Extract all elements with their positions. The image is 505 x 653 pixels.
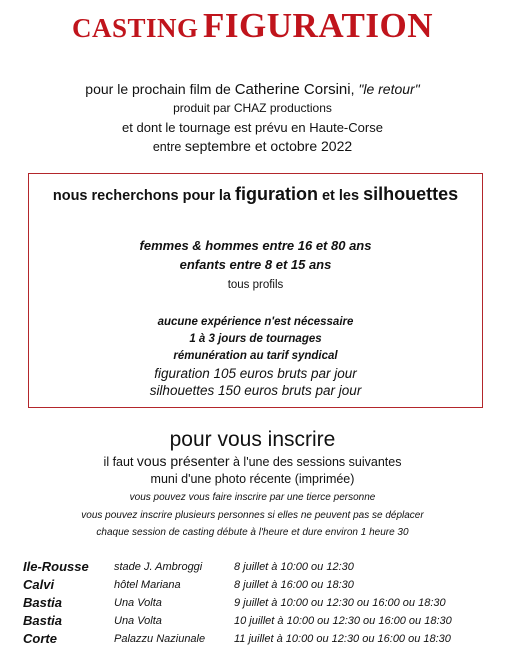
register-text: à l'une des sessions suivantes bbox=[229, 455, 402, 469]
session-row bbox=[23, 559, 493, 577]
intro-line-dates bbox=[0, 137, 505, 157]
intro-line-film bbox=[0, 80, 505, 99]
requirements-box bbox=[28, 173, 483, 408]
profile-adults: femmes & hommes entre 16 et 80 ans bbox=[139, 238, 372, 253]
session-place: Una Volta bbox=[114, 597, 162, 609]
session-city: Bastia bbox=[23, 613, 63, 628]
session-date: 8 juillet à 16:00 ou 18:30 bbox=[234, 579, 354, 591]
session-place: Una Volta bbox=[114, 615, 162, 627]
director-name: Catherine Corsini bbox=[234, 81, 351, 98]
condition-days: 1 à 3 jours de tournages bbox=[189, 333, 322, 345]
register-line-photo: muni d'une photo récente (imprimée) bbox=[150, 472, 355, 486]
intro-text: pour le bbox=[85, 81, 132, 97]
session-schedule bbox=[23, 559, 493, 649]
session-date: 8 juillet à 10:00 ou 12:30 bbox=[234, 561, 354, 573]
intro-text: prochain film de bbox=[132, 81, 235, 97]
intro-line-location: et dont le tournage est prévu en Haute-Corse bbox=[122, 120, 383, 135]
pay-silhouettes: silhouettes 150 euros bruts par jour bbox=[149, 383, 362, 398]
box-heading-text: et les bbox=[317, 188, 364, 204]
intro-line-producer: produit par CHAZ productions bbox=[173, 101, 332, 115]
title-figuration: FIGURATION bbox=[203, 6, 433, 45]
session-row bbox=[23, 631, 493, 649]
session-row bbox=[23, 613, 493, 631]
register-line-third-party: vous pouvez vous faire inscrire par une tierce personne bbox=[129, 492, 376, 503]
box-heading-silhouettes: silhouettes bbox=[363, 184, 459, 204]
box-heading-text: nous recherchons pour la bbox=[52, 188, 235, 204]
condition-experience: aucune expérience n'est nécessaire bbox=[157, 316, 354, 328]
title-casting: CASTING bbox=[72, 13, 199, 43]
profile-all: tous profils bbox=[227, 279, 284, 291]
box-heading-figuration: figuration bbox=[234, 184, 318, 204]
session-place: stade J. Ambroggi bbox=[114, 561, 203, 573]
register-text: il faut bbox=[103, 455, 137, 469]
register-heading: pour vous inscrire bbox=[169, 428, 336, 451]
register-line-duration: chaque session de casting débute à l'heure et dure environ 1 heure 30 bbox=[96, 527, 409, 538]
session-date: 11 juillet à 10:00 ou 12:30 ou 16:00 ou 18:30 bbox=[234, 633, 451, 645]
session-row bbox=[23, 577, 493, 595]
register-emphasis: vous présenter bbox=[136, 453, 230, 469]
session-city: Ile-Rousse bbox=[23, 559, 89, 574]
box-heading bbox=[29, 184, 482, 205]
intro-text: entre bbox=[152, 140, 185, 154]
intro-text: , bbox=[350, 81, 359, 97]
session-place: hôtel Mariana bbox=[114, 579, 181, 591]
poster-title bbox=[0, 6, 505, 46]
session-city: Bastia bbox=[23, 595, 63, 610]
condition-pay: rémunération au tarif syndical bbox=[173, 350, 338, 362]
session-place: Palazzu Naziunale bbox=[114, 633, 206, 645]
session-date: 9 juillet à 10:00 ou 12:30 ou 16:00 ou 18:30 bbox=[234, 597, 446, 609]
profile-children: enfants entre 8 et 15 ans bbox=[179, 257, 332, 272]
session-date: 10 juillet à 10:00 ou 12:30 ou 16:00 ou 18:30 bbox=[234, 615, 452, 627]
register-line-multiple: vous pouvez inscrire plusieurs personnes si elles ne peuvent pas se déplacer bbox=[81, 510, 424, 521]
session-city: Corte bbox=[23, 631, 57, 646]
intro-block bbox=[0, 80, 505, 157]
session-city: Calvi bbox=[23, 577, 55, 592]
film-title: "le retour" bbox=[358, 81, 420, 97]
shoot-dates: septembre et octobre 2022 bbox=[184, 138, 353, 154]
session-row bbox=[23, 595, 493, 613]
register-line-present bbox=[0, 453, 505, 469]
pay-figuration: figuration 105 euros bruts par jour bbox=[154, 366, 357, 381]
